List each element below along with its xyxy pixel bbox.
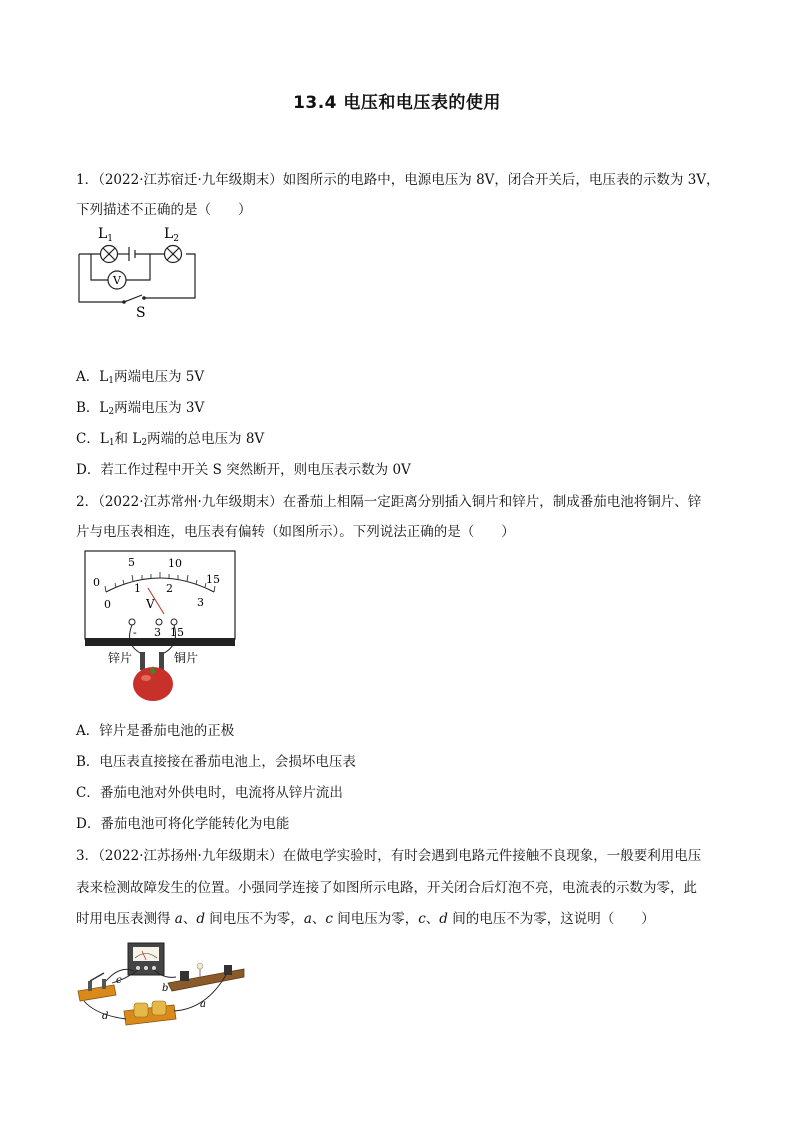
- q1-fig-label-v: V: [113, 274, 121, 287]
- option-letter: C．: [76, 431, 100, 447]
- top-scale-5: 5: [128, 556, 135, 569]
- var-c: c: [325, 911, 333, 927]
- option-letter: D．: [76, 462, 101, 478]
- q2-option-a[interactable]: A．锌片是番茄电池的正极: [76, 723, 235, 739]
- q1-fig-label-l1: $L_1$: [98, 226, 114, 244]
- option-text: L: [99, 369, 109, 385]
- option-text: 若工作过程中开关 S 突然断开，则电压表示数为 0V: [100, 462, 411, 478]
- stem-text: 、: [311, 911, 326, 927]
- top-scale-0: 0: [93, 576, 100, 589]
- q2-stem-line2: 片与电压表相连，电压表有偏转（如图所示）。下列说法正确的是（ ）: [76, 524, 515, 540]
- page-title: 13.4 电压和电压表的使用: [293, 93, 501, 113]
- q2-voltmeter-figure: [84, 550, 238, 710]
- q1-option-d[interactable]: [76, 458, 411, 478]
- bottom-scale-1: 1: [134, 582, 141, 595]
- option-subscript: 2: [108, 407, 115, 417]
- q2-option-c[interactable]: C．番茄电池对外供电时，电流将从锌片流出: [76, 785, 343, 801]
- q1-fig-label-l2: $L_2$: [164, 226, 180, 244]
- label-a: a: [200, 999, 206, 1010]
- terminal-15: 15: [170, 626, 184, 639]
- q3-circuit-photo: [76, 935, 248, 1030]
- option-text: 两端的总电压为 8V: [147, 431, 265, 447]
- top-scale-15: 15: [206, 573, 220, 586]
- stem-text: 间电压不为零，: [205, 911, 304, 927]
- q2-option-b[interactable]: B．电压表直接接在番茄电池上，会损坏电压表: [76, 754, 356, 770]
- stem-text: 间的电压不为零，这说明（ ）: [447, 911, 655, 927]
- q1-option-b[interactable]: [76, 396, 204, 417]
- q3-stem-line1: 3．（2022·江苏扬州·九年级期末）在做电学实验时，有时会遇到电路元件接触不良现象，一般要利用电压: [76, 848, 702, 864]
- terminal-neg: -: [133, 626, 137, 639]
- label-d: d: [102, 1011, 109, 1022]
- switch-pivot: [122, 300, 126, 304]
- q1-fig-label-s: S: [136, 305, 146, 320]
- stem-text: 、: [425, 911, 440, 927]
- stem-text: 、: [182, 911, 197, 927]
- option-text: 和 L: [114, 431, 142, 447]
- q1-stem-line1: 1．（2022·江苏宿迁·九年级期末）如图所示的电路中，电源电压为 8V，闭合开关后，电压表的示数为 3V，: [76, 172, 720, 188]
- q1-option-a[interactable]: [76, 365, 204, 386]
- q1-option-c[interactable]: [76, 427, 264, 448]
- option-subscript: 1: [108, 438, 115, 448]
- switch-contact: [142, 296, 146, 300]
- option-subscript: 1: [108, 376, 114, 386]
- bottom-scale-2: 2: [166, 582, 173, 595]
- stem-text: 间电压为零，: [332, 911, 419, 927]
- q2-stem-line1: 2．（2022·江苏常州·九年级期末）在番茄上相隔一定距离分别插入铜片和锌片，制成番茄电池将铜片、锌: [76, 494, 702, 510]
- label-b: b: [162, 983, 169, 994]
- option-text: L: [99, 400, 109, 416]
- var-a: a: [174, 911, 183, 927]
- var-c: c: [418, 911, 426, 927]
- option-text: L: [99, 431, 109, 447]
- option-subscript: 2: [141, 438, 148, 448]
- var-a: a: [303, 911, 312, 927]
- stem-text: 时用电压表测得: [76, 911, 175, 927]
- meter-symbol: V: [146, 597, 155, 611]
- q3-stem-line3: [76, 907, 655, 927]
- option-letter: A．: [76, 369, 100, 385]
- q1-stem-line2: 下列描述不正确的是（ ）: [76, 202, 252, 218]
- option-text: 两端电压为 5V: [113, 369, 205, 385]
- q1-circuit-diagram: [76, 222, 200, 320]
- option-text: 两端电压为 3V: [114, 400, 205, 416]
- bottom-scale-0: 0: [104, 598, 111, 611]
- option-letter: B．: [76, 400, 100, 416]
- top-scale-10: 10: [168, 557, 182, 570]
- var-d: d: [196, 911, 206, 927]
- q2-option-d[interactable]: D．番茄电池可将化学能转化为电能: [76, 816, 290, 832]
- q3-stem-line2: 表来检测故障发生的位置。小强同学连接了如图所示电路，开关闭合后灯泡不亮，电流表的示数为零，此: [76, 880, 697, 896]
- copper-label: 铜片: [174, 651, 199, 665]
- terminal-3: 3: [154, 626, 161, 639]
- var-d: d: [439, 911, 448, 927]
- zinc-label: 锌片: [108, 651, 133, 665]
- label-c: c: [116, 975, 122, 986]
- bottom-scale-3: 3: [197, 596, 204, 609]
